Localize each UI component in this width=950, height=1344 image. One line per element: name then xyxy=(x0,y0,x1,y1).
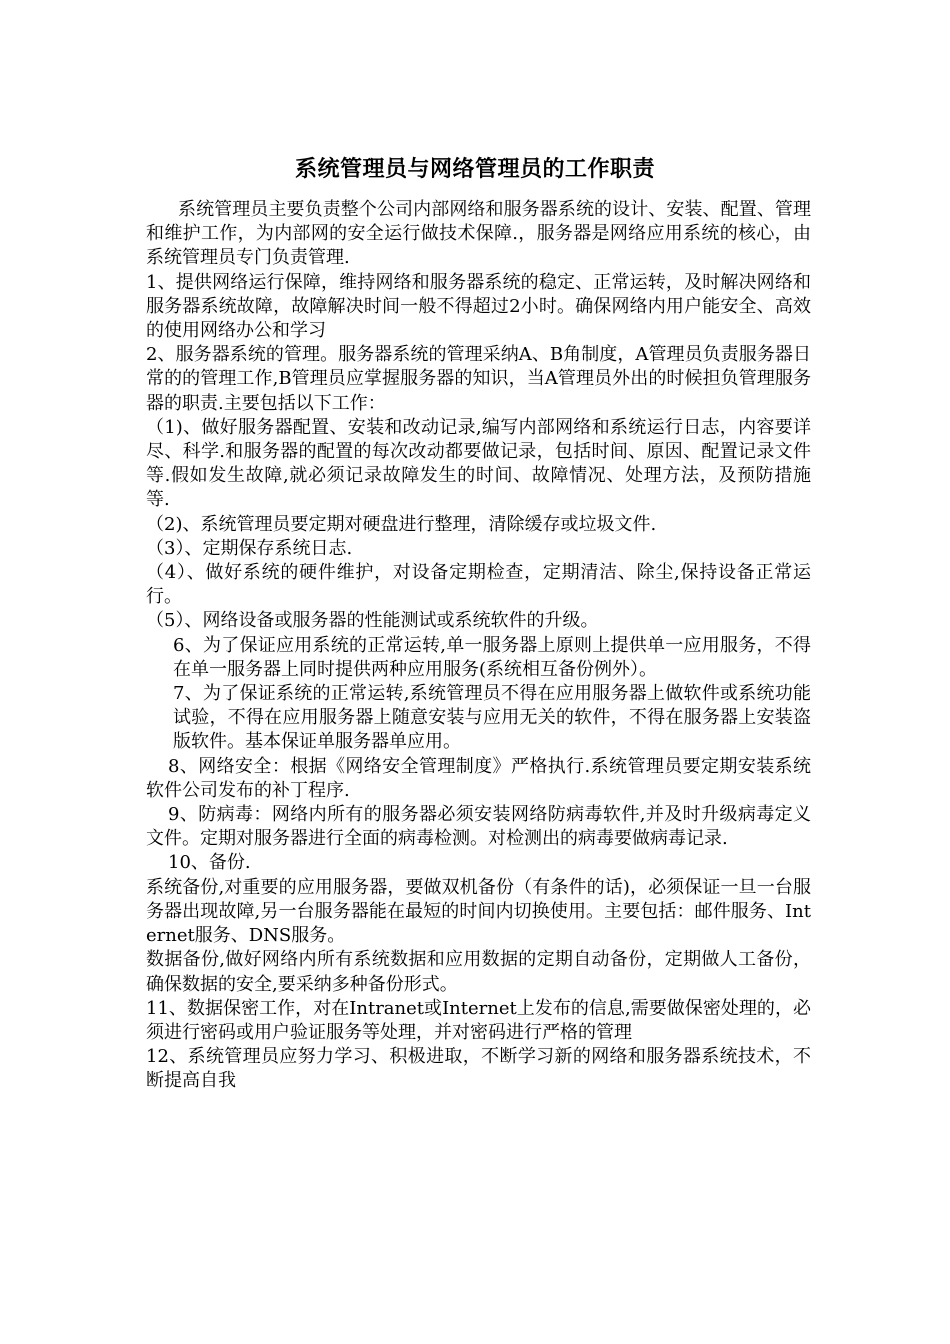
document-body xyxy=(146,198,811,1094)
item-7-no-testing-on-servers: 7、为了保证系统的正常运转,系统管理员不得在应用服务器上做软件或系统功能试验，不得在应用服务器上随意安装与应用无关的软件，不得在服务器上安装盗版软件。基本保证单服务器单应用。 xyxy=(173,683,811,753)
document-title: 系统管理员与网络管理员的工作职责 xyxy=(294,156,655,182)
item-12-self-improvement: 12、系统管理员应努力学习、积极进取，不断学习新的网络和服务器系统技术，不断提高自我 xyxy=(146,1046,811,1092)
subitem-5-performance-tests: （5）、网络设备或服务器的性能测试或系统软件的升级。 xyxy=(146,610,599,632)
item-2-server-management: 2、服务器系统的管理。服务器系统的管理采纳A、B角制度，A管理员负责服务器日常的的管理工作,B管理员应掌握服务器的知识，当A管理员外出的时候担负管理服务器的职责.主要包括以下工作： xyxy=(146,344,811,414)
item-11-data-confidentiality: 11、数据保密工作，对在Intranet或Internet上发布的信息,需要做保密处理的，必须进行密码或用户验证服务等处理，并对密码进行严格的管理 xyxy=(146,997,811,1043)
subitem-2-disk-cleanup: （2)、系统管理员要定期对硬盘进行整理，清除缓存或垃圾文件. xyxy=(146,513,657,535)
item-8-network-security: 8、网络安全：根据《网络安全管理制度》严格执行.系统管理员要定期安装系统软件公司发布的补丁程序. xyxy=(146,755,811,801)
data-backup-paragraph: 数据备份,做好网络内所有系统数据和应用数据的定期自动备份，定期做人工备份，确保数据的安全,要采纳多种备份形式。 xyxy=(146,949,811,995)
subitem-4-hardware-maintenance: （4）、做好系统的硬件维护，对设备定期检查，定期清洁、除尘,保持设备正常运行。 xyxy=(146,562,811,608)
system-backup-paragraph: 系统备份,对重要的应用服务器，要做双机备份（有条件的话)，必须保证一旦一台服务器出现故障,另一台服务器能在最短的时间内切换使用。主要包括：邮件服务、Internet服务、DNS服务。 xyxy=(146,876,811,947)
item-9-antivirus: 9、防病毒：网络内所有的服务器必须安装网络防病毒软件,并及时升级病毒定义文件。定期对服务器进行全面的病毒检测。对检测出的病毒要做病毒记录. xyxy=(146,804,811,850)
subitem-3-save-logs: （3）、定期保存系统日志. xyxy=(146,537,353,559)
subitem-1-config-records: （1)、做好服务器配置、安装和改动记录,编写内部网络和系统运行日志，内容要详尽、科学.和服务器的配置的每次改动都要做记录，包括时间、原因、配置记录文件等.假如发生故障,就必须记录故障发生的时间、故障情况、处理方法，及预防措施等. xyxy=(146,416,811,511)
item-10-backup-heading: 10、备份. xyxy=(168,852,251,874)
intro-paragraph: 系统管理员主要负责整个公司内部网络和服务器系统的设计、安装、配置、管理和维护工作，为内部网的安全运行做技术保障.，服务器是网络应用系统的核心，由系统管理员专门负责管理. xyxy=(146,199,811,269)
item-6-single-service: 6、为了保证应用系统的正常运转,单一服务器上原则上提供单一应用服务，不得在单一服务器上同时提供两种应用服务(系统相互备份例外）。 xyxy=(173,634,811,680)
item-1-network-support: 1、提供网络运行保障，维持网络和服务器系统的稳定、正常运转，及时解决网络和服务器系统故障，故障解决时间一般不得超过2小时。确保网络内用户能安全、高效的使用网络办公和学习 xyxy=(146,271,811,342)
